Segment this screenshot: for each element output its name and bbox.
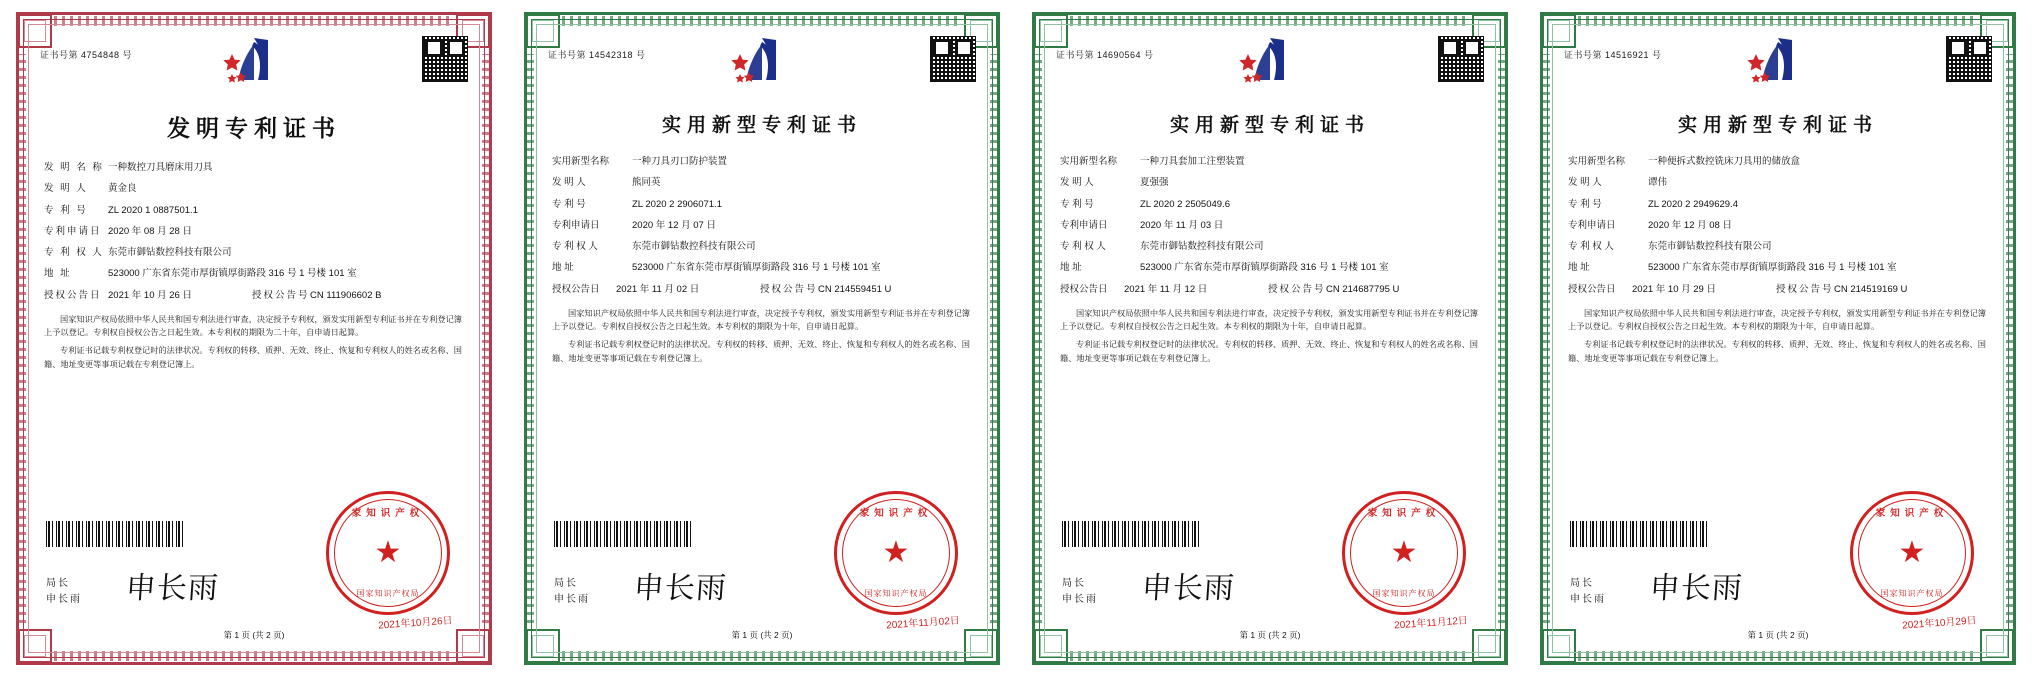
barcode-icon xyxy=(46,521,186,547)
border-pattern-right xyxy=(482,54,492,623)
value-address: 523000 广东省东莞市厚街镇厚街路段 316 号 1 号楼 101 室 xyxy=(1140,262,1389,274)
patent-certificate[interactable] xyxy=(0,0,508,677)
seal-arc-text-top: 家知识产权 xyxy=(859,508,933,519)
value-patent-number: ZL 2020 2 2949629.4 xyxy=(1648,198,1738,210)
certificate-paper xyxy=(6,6,502,671)
value-patent-name: 一种便拆式数控铣床刀具用的储放盒 xyxy=(1648,156,1801,167)
page-footer: 第 1 页 (共 2 页) xyxy=(1239,630,1301,640)
value-grant-date: 2021 年 10 月 26 日 xyxy=(108,289,192,301)
seal-date: 2021年10月26日 xyxy=(377,615,453,632)
label-director: 局长 xyxy=(554,578,578,589)
legal-paragraph: 国家知识产权局依照中华人民共和国专利法进行审查，决定授予专利权，颁发实用新型专利证书并在专利登记簿上予以登记。专利权自授权公告之日起生效。本专利权的期限为十年，自申请日起算。 xyxy=(1060,308,1478,332)
field-row xyxy=(1568,219,1984,233)
label-patent-name: 实用新型名称 xyxy=(1060,156,1118,167)
field-row xyxy=(552,176,968,190)
seal-star-icon: ★ xyxy=(1898,536,1926,569)
label-patentee: 专 利 权 人 xyxy=(44,247,104,258)
label-apply-date: 专利申请日 xyxy=(44,225,102,237)
grant-row xyxy=(1568,283,1984,297)
value-patent-number: ZL 2020 1 0887501.1 xyxy=(108,204,198,216)
grant-no-group xyxy=(760,283,968,297)
field-row xyxy=(552,198,968,212)
legal-paragraph: 专利证书记载专利权登记时的法律状况。专利权的转移、质押、无效、终止、恢复和专利权人的姓名或名称、国籍、地址变更等事项记载在专利登记簿上。 xyxy=(1060,340,1478,363)
director-block xyxy=(1062,576,1098,607)
cnipa-logo-icon xyxy=(208,34,300,98)
label-patent-name: 发 明 名 称 xyxy=(44,162,104,173)
value-inventor: 夏强强 xyxy=(1140,177,1169,189)
label-grant-date: 授权公告日 xyxy=(552,283,600,295)
seal-arc-text-bottom: 国家知识产权局 xyxy=(356,589,420,598)
grant-date-group xyxy=(552,283,760,297)
certificate-paper xyxy=(514,6,1010,671)
page-title: 实用新型专利证书 xyxy=(1677,114,1878,136)
value-grant-number: CN 111906602 B xyxy=(310,289,382,301)
certificate-header xyxy=(1564,34,1992,104)
qr-code-icon[interactable] xyxy=(930,36,976,82)
label-inventor: 发 明 人 xyxy=(552,177,586,189)
seal-arc-text-top: 家知识产权 xyxy=(1875,508,1949,519)
legal-paragraph: 专利证书记载专利权登记时的法律状况。专利权的转移、质押、无效、终止、恢复和专利权人的姓名或名称、国籍、地址变更等事项记载在专利登记簿上。 xyxy=(552,340,970,363)
page-footer: 第 1 页 (共 2 页) xyxy=(731,630,793,640)
page-title: 实用新型专利证书 xyxy=(1169,114,1370,136)
certificate-content xyxy=(1564,34,1992,643)
field-row xyxy=(44,267,460,281)
legal-paragraph: 国家知识产权局依照中华人民共和国专利法进行审查，决定授予专利权，颁发实用新型专利证书并在专利登记簿上予以登记。专利权自授权公告之日起生效。本专利权的期限为十年，自申请日起算。 xyxy=(1568,308,1986,332)
label-patent-number: 专 利 号 xyxy=(1060,198,1094,210)
cnipa-logo-icon xyxy=(716,34,808,98)
label-patentee: 专 利 权 人 xyxy=(1568,241,1614,252)
value-address: 523000 广东省东莞市厚街镇厚街路段 316 号 1 号楼 101 室 xyxy=(1648,262,1897,274)
seal-arc-text-bottom: 国家知识产权局 xyxy=(1880,589,1944,598)
label-grant-date: 授权公告日 xyxy=(1568,283,1616,295)
label-inventor: 发 明 人 xyxy=(1060,177,1094,189)
value-patentee: 东莞市御钻数控科技有限公司 xyxy=(1140,241,1264,252)
value-director-name: 申长雨 xyxy=(46,593,82,605)
legal-paragraph: 国家知识产权局依照中华人民共和国专利法进行审查，决定授予专利权，颁发实用新型专利证书并在专利登记簿上予以登记。专利权自授权公告之日起生效。本专利权的期限为十年，自申请日起算。 xyxy=(552,308,970,332)
seal-star-icon: ★ xyxy=(1390,536,1418,569)
field-row xyxy=(1568,176,1984,190)
official-red-seal-icon xyxy=(834,491,958,615)
seal-star-icon: ★ xyxy=(374,536,402,569)
value-patent-name: 一种刀具套加工注塑装置 xyxy=(1140,156,1245,167)
field-row xyxy=(1568,240,1984,254)
value-address: 523000 广东省东莞市厚街镇厚街路段 316 号 1 号楼 101 室 xyxy=(108,268,357,280)
border-pattern-left xyxy=(1032,54,1042,623)
grant-date-group xyxy=(1568,283,1776,297)
label-patentee: 专 利 权 人 xyxy=(552,241,598,252)
value-patentee: 东莞市御钻数控科技有限公司 xyxy=(108,247,232,258)
value-grant-date: 2021 年 11 月 12 日 xyxy=(1124,283,1208,295)
value-patent-name: 一种数控刀具磨床用刀具 xyxy=(108,162,213,173)
border-pattern-left xyxy=(16,54,26,623)
field-row xyxy=(44,225,460,239)
seal-arc-text-top: 家知识产权 xyxy=(351,508,425,519)
label-patentee: 专 利 权 人 xyxy=(1060,241,1106,252)
border-pattern-right xyxy=(990,54,1000,623)
value-patent-number: ZL 2020 2 2505049.6 xyxy=(1140,198,1230,210)
value-director-name: 申长雨 xyxy=(1570,593,1606,605)
label-address: 地 址 xyxy=(552,262,574,274)
patent-certificate[interactable] xyxy=(1524,0,2032,677)
field-row xyxy=(1060,176,1476,190)
value-grant-date: 2021 年 11 月 02 日 xyxy=(616,283,700,295)
barcode-icon xyxy=(554,521,694,547)
label-grant-number: 授权公告号 xyxy=(760,283,818,295)
label-apply-date: 专利申请日 xyxy=(1568,219,1616,231)
handwritten-signature: 申长雨 xyxy=(632,571,728,606)
director-block xyxy=(1570,576,1606,607)
label-grant-number: 授权公告号 xyxy=(1268,283,1326,295)
value-patent-name: 一种刀具刃口防护装置 xyxy=(632,156,728,167)
field-row xyxy=(1568,155,1984,169)
official-red-seal-icon xyxy=(326,491,450,615)
seal-arc-text-bottom: 国家知识产权局 xyxy=(864,589,928,598)
field-row xyxy=(1060,155,1476,169)
value-inventor: 熊同英 xyxy=(632,177,661,189)
value-apply-date: 2020 年 12 月 07 日 xyxy=(632,219,716,231)
label-grant-number: 授权公告号 xyxy=(252,289,310,301)
grant-date-group xyxy=(44,289,252,303)
label-patent-number: 专 利 号 xyxy=(552,198,586,210)
value-apply-date: 2020 年 11 月 03 日 xyxy=(1140,219,1224,231)
qr-code-icon[interactable] xyxy=(1438,36,1484,82)
seal-arc-text-bottom: 国家知识产权局 xyxy=(1372,589,1436,598)
certificate-fields xyxy=(1056,155,1484,297)
seal-date: 2021年11月12日 xyxy=(1394,615,1469,632)
field-row xyxy=(552,240,968,254)
certificate-number: 证书号第 4754848 号 xyxy=(40,50,133,60)
certificate-fields xyxy=(548,155,976,297)
qr-code-icon[interactable] xyxy=(422,36,468,82)
field-row xyxy=(552,155,968,169)
grant-date-group xyxy=(1060,283,1268,297)
value-patent-number: ZL 2020 2 2906071.1 xyxy=(632,198,722,210)
certificate-content xyxy=(1056,34,1484,643)
seal-arc-text-top: 家知识产权 xyxy=(1367,508,1441,519)
certificate-fields xyxy=(40,161,468,303)
cnipa-logo-icon xyxy=(1732,34,1824,98)
grant-no-group xyxy=(1776,283,1984,297)
field-row xyxy=(44,204,460,218)
border-pattern-left xyxy=(524,54,534,623)
label-apply-date: 专利申请日 xyxy=(1060,219,1108,231)
value-address: 523000 广东省东莞市厚街镇厚街路段 316 号 1 号楼 101 室 xyxy=(632,262,881,274)
border-pattern-right xyxy=(1498,54,1508,623)
page-title: 实用新型专利证书 xyxy=(661,114,862,136)
label-address: 地 址 xyxy=(44,268,72,280)
label-director: 局长 xyxy=(1062,578,1086,589)
field-row xyxy=(44,246,460,260)
label-patent-name: 实用新型名称 xyxy=(1568,156,1626,167)
label-grant-date: 授权公告日 xyxy=(44,289,102,301)
legal-paragraph: 国家知识产权局依照中华人民共和国专利法进行审查，决定授予专利权，颁发实用新型专利证书并在专利登记簿上予以登记。专利权自授权公告之日起生效。本专利权的期限为二十年，自申请日起算。 xyxy=(44,314,462,338)
qr-code-icon[interactable] xyxy=(1946,36,1992,82)
certificate-content xyxy=(548,34,976,643)
grant-no-group xyxy=(252,289,460,303)
patent-certificate[interactable] xyxy=(1016,0,1524,677)
legal-paragraph: 专利证书记载专利权登记时的法律状况。专利权的转移、质押、无效、终止、恢复和专利权人的姓名或名称、国籍、地址变更等事项记载在专利登记簿上。 xyxy=(1568,340,1986,363)
value-inventor: 黄金良 xyxy=(108,183,137,195)
value-grant-number: CN 214519169 U xyxy=(1834,283,1908,295)
handwritten-signature: 申长雨 xyxy=(124,571,220,606)
border-pattern-left xyxy=(1540,54,1550,623)
certificate-header xyxy=(40,34,468,104)
director-block xyxy=(46,576,82,607)
field-row xyxy=(44,161,460,175)
field-row xyxy=(1060,219,1476,233)
value-grant-number: CN 214687795 U xyxy=(1326,283,1400,295)
value-patentee: 东莞市御钻数控科技有限公司 xyxy=(1648,241,1772,252)
field-row xyxy=(1060,261,1476,275)
label-inventor: 发 明 人 xyxy=(44,183,88,195)
field-row xyxy=(1568,261,1984,275)
handwritten-signature: 申长雨 xyxy=(1648,571,1744,606)
certificate-number: 证书号第 14542318 号 xyxy=(548,50,646,60)
field-row xyxy=(1060,240,1476,254)
label-address: 地 址 xyxy=(1568,262,1590,274)
seal-star-icon: ★ xyxy=(882,536,910,569)
grant-row xyxy=(552,283,968,297)
certificate-number: 证书号第 14516921 号 xyxy=(1564,50,1662,60)
certificate-header xyxy=(1056,34,1484,104)
value-inventor: 谭伟 xyxy=(1648,177,1668,189)
label-director: 局长 xyxy=(46,578,70,589)
grant-no-group xyxy=(1268,283,1476,297)
label-director: 局长 xyxy=(1570,578,1594,589)
seal-date: 2021年10月29日 xyxy=(1901,615,1977,632)
label-inventor: 发 明 人 xyxy=(1568,177,1602,189)
field-row xyxy=(552,261,968,275)
certificate-paper xyxy=(1022,6,1518,671)
handwritten-signature: 申长雨 xyxy=(1140,571,1236,606)
value-apply-date: 2020 年 08 月 28 日 xyxy=(108,225,192,237)
official-red-seal-icon xyxy=(1850,491,1974,615)
seal-date: 2021年11月02日 xyxy=(886,615,961,632)
grant-row xyxy=(44,289,460,303)
value-grant-number: CN 214559451 U xyxy=(818,283,892,295)
director-block xyxy=(554,576,590,607)
label-patent-number: 专 利 号 xyxy=(44,204,88,216)
value-director-name: 申长雨 xyxy=(1062,593,1098,605)
field-row xyxy=(1060,198,1476,212)
value-grant-date: 2021 年 10 月 29 日 xyxy=(1632,283,1716,295)
field-row xyxy=(1568,198,1984,212)
value-apply-date: 2020 年 12 月 08 日 xyxy=(1648,219,1732,231)
border-pattern-right xyxy=(2006,54,2016,623)
page-title: 发明专利证书 xyxy=(167,115,341,142)
certificate-paper xyxy=(1530,6,2026,671)
label-apply-date: 专利申请日 xyxy=(552,219,600,231)
label-patent-name: 实用新型名称 xyxy=(552,156,610,167)
cnipa-logo-icon xyxy=(1224,34,1316,98)
certificate-number: 证书号第 14690564 号 xyxy=(1056,50,1154,60)
page-footer: 第 1 页 (共 2 页) xyxy=(1747,630,1809,640)
certificate-fields xyxy=(1564,155,1992,297)
value-director-name: 申长雨 xyxy=(554,593,590,605)
official-red-seal-icon xyxy=(1342,491,1466,615)
certificate-header xyxy=(548,34,976,104)
label-patent-number: 专 利 号 xyxy=(1568,198,1602,210)
label-address: 地 址 xyxy=(1060,262,1082,274)
legal-paragraph: 专利证书记载专利权登记时的法律状况。专利权的转移、质押、无效、终止、恢复和专利权人的姓名或名称、国籍、地址变更等事项记载在专利登记簿上。 xyxy=(44,346,462,369)
page-footer: 第 1 页 (共 2 页) xyxy=(223,630,285,640)
patent-certificate[interactable] xyxy=(508,0,1016,677)
grant-row xyxy=(1060,283,1476,297)
value-patentee: 东莞市御钻数控科技有限公司 xyxy=(632,241,756,252)
label-grant-number: 授权公告号 xyxy=(1776,283,1834,295)
field-row xyxy=(44,182,460,196)
label-grant-date: 授权公告日 xyxy=(1060,283,1108,295)
barcode-icon xyxy=(1570,521,1710,547)
certificate-content xyxy=(40,34,468,643)
field-row xyxy=(552,219,968,233)
barcode-icon xyxy=(1062,521,1202,547)
